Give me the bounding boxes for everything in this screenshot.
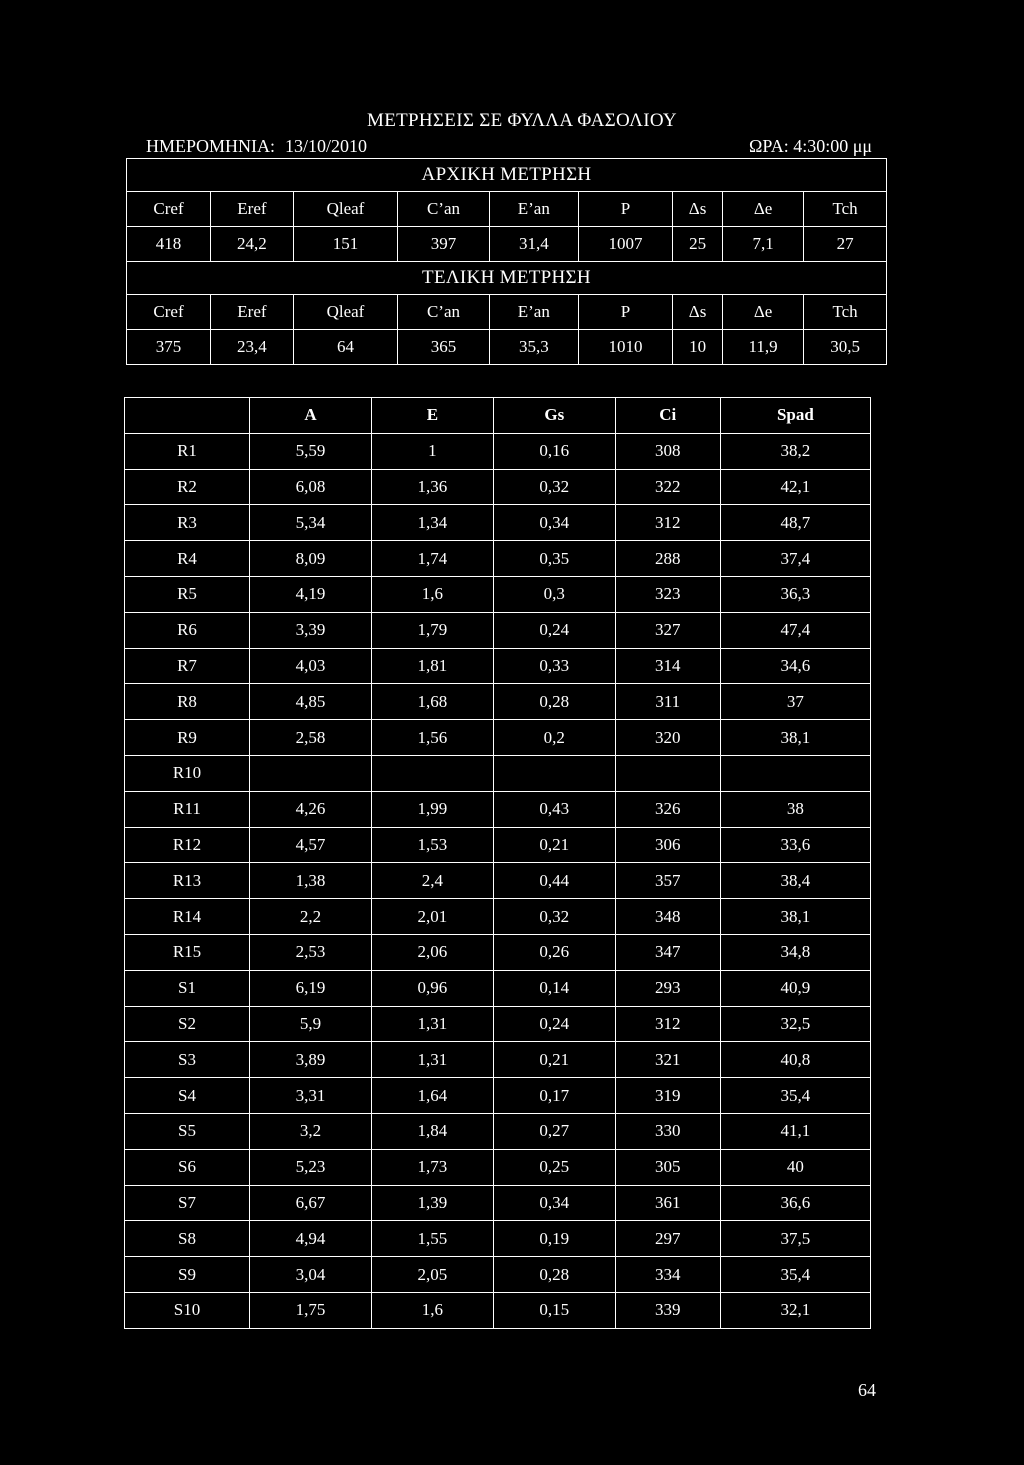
- column-header: Gs: [493, 398, 615, 434]
- row-label: R10: [125, 755, 250, 791]
- table-cell: 297: [615, 1221, 720, 1257]
- final-values-row: [127, 330, 887, 365]
- table-cell: [720, 755, 870, 791]
- table-cell: 33,6: [720, 827, 870, 863]
- header-cell: E’an: [489, 295, 578, 330]
- header-cell: Cref: [127, 192, 211, 227]
- table-cell: 0,32: [493, 899, 615, 935]
- table-cell: 1,81: [371, 648, 493, 684]
- table-cell: 1,36: [371, 469, 493, 505]
- row-label: S1: [125, 970, 250, 1006]
- row-label: S4: [125, 1078, 250, 1114]
- table-cell: 6,67: [250, 1185, 372, 1221]
- row-label: S8: [125, 1221, 250, 1257]
- value-cell: 64: [293, 330, 397, 365]
- row-label: R1: [125, 433, 250, 469]
- table-cell: 1,68: [371, 684, 493, 720]
- value-cell: 10: [673, 330, 723, 365]
- table-cell: 326: [615, 791, 720, 827]
- table-cell: 3,89: [250, 1042, 372, 1078]
- header-cell: C’an: [398, 295, 490, 330]
- row-label: R4: [125, 541, 250, 577]
- table-row: [125, 1078, 871, 1114]
- table-cell: 38,1: [720, 720, 870, 756]
- table-row: [125, 648, 871, 684]
- table-cell: 330: [615, 1113, 720, 1149]
- table-cell: 321: [615, 1042, 720, 1078]
- table-cell: 1,75: [250, 1292, 372, 1328]
- table-row: [125, 1185, 871, 1221]
- header-cell: Qleaf: [293, 192, 397, 227]
- table-cell: 305: [615, 1149, 720, 1185]
- table-cell: 3,31: [250, 1078, 372, 1114]
- measurements-body: [127, 159, 887, 365]
- table-cell: 3,04: [250, 1257, 372, 1293]
- table-cell: 3,2: [250, 1113, 372, 1149]
- header-cell: Cref: [127, 295, 211, 330]
- table-cell: 36,6: [720, 1185, 870, 1221]
- table-row: [125, 505, 871, 541]
- header-cell: Eref: [211, 192, 294, 227]
- header-cell: Δs: [673, 192, 723, 227]
- table-row: [125, 1257, 871, 1293]
- header-cell: Tch: [804, 192, 887, 227]
- row-label: R9: [125, 720, 250, 756]
- table-cell: 40: [720, 1149, 870, 1185]
- row-label: S6: [125, 1149, 250, 1185]
- table-row: [125, 1042, 871, 1078]
- value-cell: 1007: [578, 227, 672, 262]
- table-cell: 0,33: [493, 648, 615, 684]
- document-title: ΜΕΤΡΗΣΕΙΣ ΣΕ ΦΥΛΛΑ ΦΑΣΟΛΙΟΥ: [367, 110, 677, 131]
- table-cell: 1,39: [371, 1185, 493, 1221]
- table-cell: [250, 755, 372, 791]
- row-label: R8: [125, 684, 250, 720]
- date-label: ΗΜΕΡΟΜΗΝΙΑ:: [146, 136, 276, 156]
- table-cell: 5,23: [250, 1149, 372, 1185]
- final-header-row: [127, 295, 887, 330]
- table-cell: 322: [615, 469, 720, 505]
- table-cell: 40,8: [720, 1042, 870, 1078]
- initial-values-row: [127, 227, 887, 262]
- table-cell: 4,94: [250, 1221, 372, 1257]
- date-value: 13/10/2010: [285, 136, 368, 156]
- table-cell: [493, 755, 615, 791]
- table-row: [125, 433, 871, 469]
- table-row: [125, 469, 871, 505]
- row-label: S7: [125, 1185, 250, 1221]
- value-cell: 375: [127, 330, 211, 365]
- table-cell: 0,96: [371, 970, 493, 1006]
- header-cell: C’an: [398, 192, 490, 227]
- header-cell: E’an: [489, 192, 578, 227]
- table-cell: 35,4: [720, 1257, 870, 1293]
- row-label: R11: [125, 791, 250, 827]
- table-cell: 320: [615, 720, 720, 756]
- value-cell: 31,4: [489, 227, 578, 262]
- header-cell: Δe: [723, 295, 804, 330]
- table-cell: 41,1: [720, 1113, 870, 1149]
- table-cell: 0,16: [493, 433, 615, 469]
- table-cell: 0,34: [493, 505, 615, 541]
- table-cell: 38,4: [720, 863, 870, 899]
- table-cell: 34,6: [720, 648, 870, 684]
- table-cell: 1,31: [371, 1006, 493, 1042]
- table-row: [125, 899, 871, 935]
- table-cell: 47,4: [720, 612, 870, 648]
- row-label: R3: [125, 505, 250, 541]
- table-cell: 312: [615, 1006, 720, 1042]
- value-cell: 11,9: [723, 330, 804, 365]
- row-label: R5: [125, 576, 250, 612]
- table-cell: 0,3: [493, 576, 615, 612]
- table-cell: 0,21: [493, 1042, 615, 1078]
- row-label: R2: [125, 469, 250, 505]
- table-cell: 0,43: [493, 791, 615, 827]
- table-row: [125, 1149, 871, 1185]
- value-cell: 30,5: [804, 330, 887, 365]
- table-cell: 2,05: [371, 1257, 493, 1293]
- table-row: [125, 720, 871, 756]
- table-cell: 0,19: [493, 1221, 615, 1257]
- row-label: R6: [125, 612, 250, 648]
- table-cell: 311: [615, 684, 720, 720]
- initial-section-row: [127, 159, 887, 192]
- table-row: [125, 1221, 871, 1257]
- header-cell: P: [578, 295, 672, 330]
- table-row: [125, 612, 871, 648]
- value-cell: 7,1: [723, 227, 804, 262]
- value-cell: 397: [398, 227, 490, 262]
- row-label: S10: [125, 1292, 250, 1328]
- table-cell: 347: [615, 934, 720, 970]
- table-cell: 361: [615, 1185, 720, 1221]
- table-cell: 1,53: [371, 827, 493, 863]
- table-cell: [371, 755, 493, 791]
- table-cell: 5,9: [250, 1006, 372, 1042]
- table-cell: 36,3: [720, 576, 870, 612]
- row-label: R12: [125, 827, 250, 863]
- table-cell: 5,59: [250, 433, 372, 469]
- table-cell: 0,34: [493, 1185, 615, 1221]
- row-label: R13: [125, 863, 250, 899]
- table-cell: 1,73: [371, 1149, 493, 1185]
- column-header: E: [371, 398, 493, 434]
- table-cell: 48,7: [720, 505, 870, 541]
- table-cell: 1,6: [371, 1292, 493, 1328]
- header-cell: Eref: [211, 295, 294, 330]
- table-cell: 38: [720, 791, 870, 827]
- value-cell: 35,3: [489, 330, 578, 365]
- table-cell: 1,84: [371, 1113, 493, 1149]
- table-cell: 0,24: [493, 612, 615, 648]
- value-cell: 23,4: [211, 330, 294, 365]
- table-cell: 0,44: [493, 863, 615, 899]
- value-cell: 365: [398, 330, 490, 365]
- header-cell: Δe: [723, 192, 804, 227]
- table-cell: 0,2: [493, 720, 615, 756]
- table-cell: 323: [615, 576, 720, 612]
- value-cell: 24,2: [211, 227, 294, 262]
- final-section-title: ΤΕΛΙΚΗ ΜΕΤΡΗΣΗ: [127, 262, 887, 295]
- table-cell: 2,06: [371, 934, 493, 970]
- table-cell: 1,64: [371, 1078, 493, 1114]
- table-cell: 293: [615, 970, 720, 1006]
- page-number: 64: [858, 1380, 876, 1400]
- table-cell: 327: [615, 612, 720, 648]
- table-cell: 2,4: [371, 863, 493, 899]
- initial-section-title: ΑΡΧΙΚΗ ΜΕΤΡΗΣΗ: [127, 159, 887, 192]
- table-row: [125, 827, 871, 863]
- table-cell: 6,19: [250, 970, 372, 1006]
- table-cell: 357: [615, 863, 720, 899]
- results-body: [125, 398, 871, 1329]
- table-cell: 0,28: [493, 1257, 615, 1293]
- table-cell: 4,26: [250, 791, 372, 827]
- table-cell: 4,19: [250, 576, 372, 612]
- table-cell: 2,2: [250, 899, 372, 935]
- table-cell: 1,31: [371, 1042, 493, 1078]
- table-cell: 312: [615, 505, 720, 541]
- initial-header-row: [127, 192, 887, 227]
- table-cell: 3,39: [250, 612, 372, 648]
- results-header-row: [125, 398, 871, 434]
- table-cell: 0,24: [493, 1006, 615, 1042]
- column-header: A: [250, 398, 372, 434]
- row-label: S5: [125, 1113, 250, 1149]
- row-label: S2: [125, 1006, 250, 1042]
- table-cell: 4,03: [250, 648, 372, 684]
- time-text: ΩΡΑ: 4:30:00 μμ: [748, 136, 872, 156]
- table-cell: 0,26: [493, 934, 615, 970]
- corner-cell: [125, 398, 250, 434]
- table-cell: 32,5: [720, 1006, 870, 1042]
- table-cell: 0,25: [493, 1149, 615, 1185]
- header-cell: Tch: [804, 295, 887, 330]
- table-cell: 37,5: [720, 1221, 870, 1257]
- table-row: [125, 755, 871, 791]
- table-cell: 1,34: [371, 505, 493, 541]
- table-cell: 8,09: [250, 541, 372, 577]
- table-cell: 5,34: [250, 505, 372, 541]
- table-cell: 1: [371, 433, 493, 469]
- table-cell: 2,58: [250, 720, 372, 756]
- column-header: Spad: [720, 398, 870, 434]
- table-row: [125, 1292, 871, 1328]
- table-cell: [615, 755, 720, 791]
- header-cell: P: [578, 192, 672, 227]
- header-cell: Qleaf: [293, 295, 397, 330]
- table-row: [125, 970, 871, 1006]
- table-row: [125, 576, 871, 612]
- table-cell: 42,1: [720, 469, 870, 505]
- table-cell: 1,55: [371, 1221, 493, 1257]
- value-cell: 1010: [578, 330, 672, 365]
- table-cell: 314: [615, 648, 720, 684]
- results-table: [124, 397, 871, 1329]
- row-label: S3: [125, 1042, 250, 1078]
- table-cell: 288: [615, 541, 720, 577]
- table-row: [125, 1006, 871, 1042]
- table-row: [125, 791, 871, 827]
- table-cell: 4,57: [250, 827, 372, 863]
- table-cell: 38,2: [720, 433, 870, 469]
- header-cell: Δs: [673, 295, 723, 330]
- table-cell: 1,6: [371, 576, 493, 612]
- table-row: [125, 684, 871, 720]
- table-cell: 339: [615, 1292, 720, 1328]
- table-cell: 334: [615, 1257, 720, 1293]
- table-cell: 319: [615, 1078, 720, 1114]
- table-cell: 1,99: [371, 791, 493, 827]
- table-row: [125, 1113, 871, 1149]
- table-cell: 40,9: [720, 970, 870, 1006]
- table-cell: 1,38: [250, 863, 372, 899]
- table-cell: 0,21: [493, 827, 615, 863]
- table-row: [125, 863, 871, 899]
- table-cell: 38,1: [720, 899, 870, 935]
- table-cell: 32,1: [720, 1292, 870, 1328]
- table-cell: 0,14: [493, 970, 615, 1006]
- table-row: [125, 541, 871, 577]
- table-cell: 348: [615, 899, 720, 935]
- table-cell: 0,35: [493, 541, 615, 577]
- table-cell: 308: [615, 433, 720, 469]
- table-cell: 4,85: [250, 684, 372, 720]
- table-cell: 0,32: [493, 469, 615, 505]
- value-cell: 151: [293, 227, 397, 262]
- table-row: [125, 934, 871, 970]
- table-cell: 2,01: [371, 899, 493, 935]
- table-cell: 0,17: [493, 1078, 615, 1114]
- row-label: R7: [125, 648, 250, 684]
- table-cell: 37,4: [720, 541, 870, 577]
- table-cell: 1,74: [371, 541, 493, 577]
- value-cell: 25: [673, 227, 723, 262]
- row-label: R14: [125, 899, 250, 935]
- table-cell: 35,4: [720, 1078, 870, 1114]
- value-cell: 27: [804, 227, 887, 262]
- table-cell: 0,15: [493, 1292, 615, 1328]
- final-section-row: [127, 262, 887, 295]
- table-cell: 2,53: [250, 934, 372, 970]
- value-cell: 418: [127, 227, 211, 262]
- table-cell: 0,27: [493, 1113, 615, 1149]
- date-line: [146, 136, 367, 157]
- table-cell: 306: [615, 827, 720, 863]
- row-label: R15: [125, 934, 250, 970]
- table-cell: 34,8: [720, 934, 870, 970]
- column-header: Ci: [615, 398, 720, 434]
- table-cell: 1,79: [371, 612, 493, 648]
- row-label: S9: [125, 1257, 250, 1293]
- table-cell: 37: [720, 684, 870, 720]
- table-cell: 6,08: [250, 469, 372, 505]
- table-cell: 0,28: [493, 684, 615, 720]
- measurements-table: [126, 158, 887, 365]
- table-cell: 1,56: [371, 720, 493, 756]
